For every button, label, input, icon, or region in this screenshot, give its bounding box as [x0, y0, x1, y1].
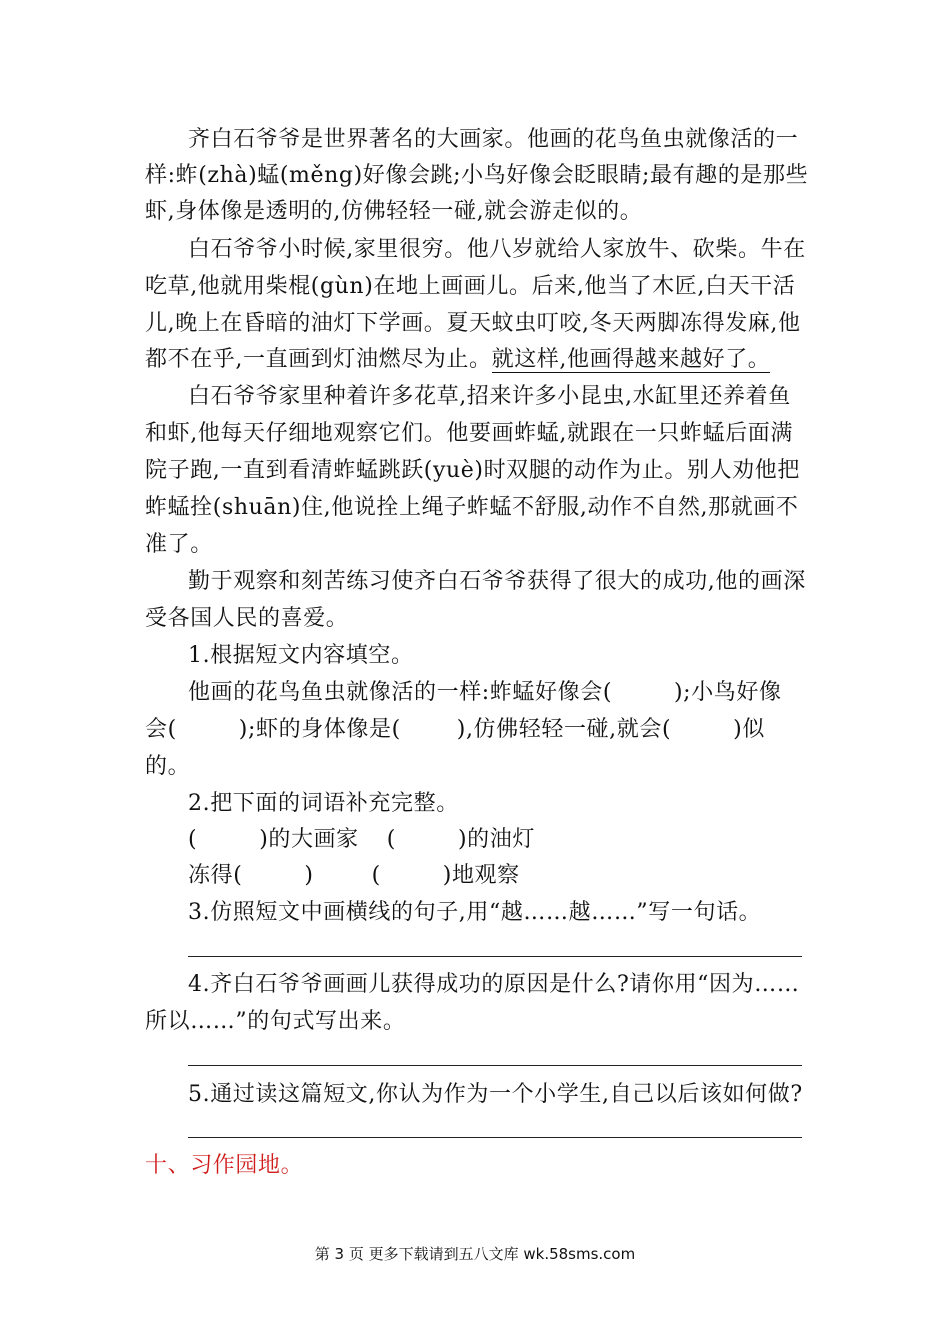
question-text: )的油灯	[457, 827, 535, 852]
question-1-line: 的。	[145, 754, 191, 779]
page-footer: 第 3 页 更多下载请到五八文库 wk.58sms.com	[314, 1245, 636, 1263]
question-text: (	[386, 827, 396, 852]
passage-line: 和虾,他每天仔细地观察它们。他要画蚱蜢,就跟在一只蚱蜢后面满	[145, 421, 793, 446]
passage-line: 儿,晚上在昏暗的油灯下学画。夏天蚊虫叮咬,冬天两脚冻得发麻,他	[145, 311, 801, 336]
question-4-line: 所以……”的句式写出来。	[145, 1009, 406, 1034]
passage-line: 蚱蜢拴(shuān)住,他说拴上绳子蚱蜢不舒服,动作不自然,那就画不	[145, 495, 799, 520]
question-4-line: 4.齐白石爷爷画画儿获得成功的原因是什么?请你用“因为……	[188, 972, 800, 997]
question-2-title: 2.把下面的词语补充完整。	[188, 791, 459, 816]
question-text: 冻得(	[188, 863, 243, 888]
question-1-line	[188, 678, 805, 708]
question-text: )地观察	[442, 863, 520, 888]
question-2-row	[188, 825, 805, 855]
passage-line: 样:蚱(zhà)蜢(měng)好像会跳;小鸟好像会眨眼睛;最有趣的是那些	[145, 163, 809, 188]
underlined-sentence: 就这样,他画得越来越好了。	[491, 347, 771, 372]
passage-line: 准了。	[145, 532, 213, 557]
answer-line[interactable]	[188, 956, 802, 957]
passage-line: 吃草,他就用柴棍(gùn)在地上画画儿。后来,他当了木匠,白天干活	[145, 274, 796, 299]
question-3-title: 3.仿照短文中画横线的句子,用“越……越……”写一句话。	[188, 900, 762, 925]
answer-line[interactable]	[188, 1137, 802, 1138]
question-text: (	[371, 863, 381, 888]
question-text: );小鸟好像	[674, 680, 782, 705]
answer-line[interactable]	[188, 1065, 802, 1066]
passage-line: 院子跑,一直到看清蚱蜢跳跃(yuè)时双腿的动作为止。别人劝他把	[145, 458, 800, 483]
question-text: (	[188, 827, 198, 852]
question-text: );虾的身体像是(	[238, 717, 401, 742]
question-text: )	[304, 863, 314, 888]
passage-line: 勤于观察和刻苦练习使齐白石爷爷获得了很大的成功,他的画深	[188, 569, 806, 594]
passage-line: 齐白石爷爷是世界著名的大画家。他画的花鸟鱼虫就像活的一	[188, 127, 799, 152]
passage-text: 都不在乎,一直画到灯油燃尽为止。	[145, 347, 492, 372]
question-1-title: 1.根据短文内容填空。	[188, 643, 414, 668]
question-5-title: 5.通过读这篇短文,你认为作为一个小学生,自己以后该如何做?	[188, 1082, 803, 1107]
question-text: ),仿佛轻轻一碰,就会(	[456, 717, 672, 742]
question-2-row	[188, 861, 805, 891]
question-text: )的大画家	[259, 827, 359, 852]
passage-line: 白石爷爷家里种着许多花草,招来许多小昆虫,水缸里还养着鱼	[188, 384, 791, 409]
question-text: )似	[733, 717, 765, 742]
passage-line: 白石爷爷小时候,家里很穷。他八岁就给人家放牛、砍柴。牛在	[188, 237, 806, 262]
passage-line	[145, 345, 805, 375]
question-text: 他画的花鸟鱼虫就像活的一样:蚱蜢好像会(	[188, 680, 612, 705]
passage-line: 受各国人民的喜爱。	[145, 606, 349, 631]
question-1-line	[145, 715, 805, 745]
question-text: 会(	[145, 717, 177, 742]
section-title: 十、习作园地。	[145, 1153, 304, 1178]
passage-line: 虾,身体像是透明的,仿佛轻轻一碰,就会游走似的。	[145, 199, 643, 224]
